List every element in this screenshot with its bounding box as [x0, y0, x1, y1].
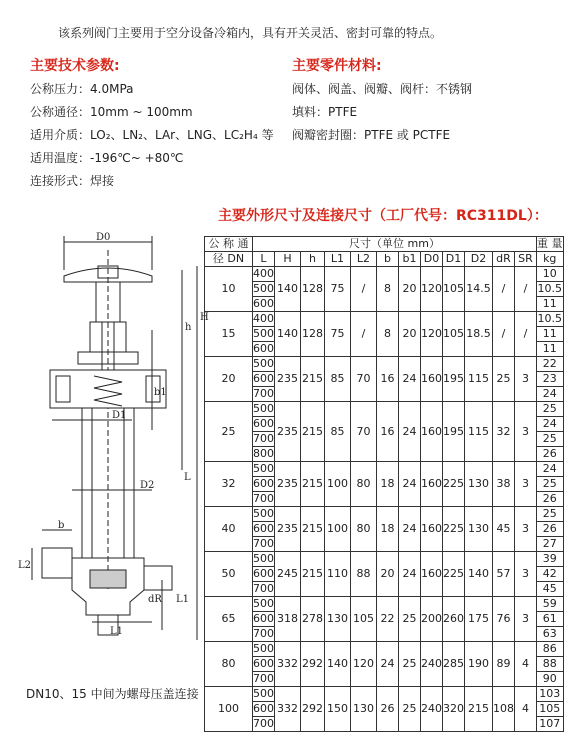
cell-d1: 105 — [443, 312, 465, 357]
cell-d1: 195 — [443, 357, 465, 402]
table-row — [205, 357, 564, 372]
cell-b1: 24 — [399, 507, 421, 552]
param-connection: 连接形式：焊接 — [30, 174, 115, 188]
cell-l2: 80 — [351, 462, 377, 507]
cell-l1: 85 — [325, 357, 351, 402]
cell-kg: 26 — [537, 447, 564, 462]
material-packing: 填料：PTFE — [292, 105, 358, 119]
cell-d1: 225 — [443, 552, 465, 597]
table-title: 主要外形尺寸及连接尺寸（工厂代号：RC311DL）： — [218, 208, 548, 224]
cell-dr: / — [493, 312, 515, 357]
param-medium: 适用介质：LO₂、LN₂、LAr、LNG、LC₂H₄ 等 — [30, 128, 274, 142]
table-row — [205, 687, 564, 702]
cell-kg: 25 — [537, 477, 564, 492]
label-H: H — [200, 312, 209, 323]
cell-kg: 10 — [537, 267, 564, 282]
cell-dn: 10 — [205, 267, 253, 312]
cell-b: 24 — [377, 642, 399, 687]
cell-d1: 320 — [443, 687, 465, 732]
cell-d2: 140 — [465, 552, 493, 597]
param-diameter: 公称通径：10mm ~ 100mm — [30, 105, 193, 119]
label-L1: L1 — [110, 626, 124, 637]
cell-d1: 225 — [443, 507, 465, 552]
cell-h: 278 — [301, 597, 325, 642]
material-seal: 阀瓣密封圈：PTFE 或 PCTFE — [292, 128, 451, 142]
cell-dr: 57 — [493, 552, 515, 597]
cell-l2: 130 — [351, 687, 377, 732]
cell-b1: 25 — [399, 687, 421, 732]
cell-l1: 130 — [325, 597, 351, 642]
header-weight: 重 量 — [537, 237, 563, 250]
cell-d1: 225 — [443, 462, 465, 507]
column-header-kg: kg — [537, 252, 564, 267]
cell-l: 700 — [253, 387, 274, 400]
cell-l: 400 — [253, 267, 274, 280]
cell-d0: 160 — [421, 357, 443, 402]
cell-l: 700 — [253, 672, 274, 685]
cell-b1: 24 — [399, 552, 421, 597]
cell-l2: 70 — [351, 357, 377, 402]
cell-kg: 24 — [537, 417, 564, 432]
label-D1: D1 — [112, 410, 127, 421]
header-dn-2: 径 DN — [205, 252, 253, 267]
header-dn: 公 称 通 — [205, 237, 253, 252]
intro-text: 该系列阀门主要用于空分设备冷箱内，具有开关灵活、密封可靠的特点。 — [58, 26, 443, 40]
cell-h: 292 — [301, 642, 325, 687]
cell-kg: 103 — [537, 687, 564, 702]
cell-l: 500 — [253, 642, 274, 655]
param-pressure: 公称压力：4.0MPa — [30, 82, 134, 96]
dimension-table — [204, 236, 564, 732]
cell-l2: 80 — [351, 507, 377, 552]
cell-l: 700 — [253, 627, 274, 640]
cell-b1: 24 — [399, 462, 421, 507]
label-L2: L2 — [18, 560, 32, 571]
cell-sr: 3 — [515, 552, 537, 597]
cell-dn: 80 — [205, 642, 253, 687]
cell-d1: 195 — [443, 402, 465, 462]
cell-l1: 140 — [325, 642, 351, 687]
cell-h: 235 — [275, 462, 301, 507]
cell-h: 215 — [301, 357, 325, 402]
cell-l: 600 — [253, 417, 274, 430]
cell-l: 700 — [253, 717, 274, 730]
cell-h: 318 — [275, 597, 301, 642]
cell-kg: 11 — [537, 327, 564, 342]
cell-h: 332 — [275, 687, 301, 732]
table-header-row-1 — [205, 237, 564, 252]
cell-h: 140 — [275, 312, 301, 357]
cell-dr: 38 — [493, 462, 515, 507]
cell-dn: 40 — [205, 507, 253, 552]
cell-l: 800 — [253, 447, 274, 460]
cell-l: 600 — [253, 342, 274, 355]
cell-dr: 32 — [493, 402, 515, 462]
label-dR: dR — [148, 594, 162, 605]
cell-sr: 3 — [515, 462, 537, 507]
cell-kg: 105 — [537, 702, 564, 717]
column-header-h: h — [301, 252, 325, 267]
cell-l1: 100 — [325, 462, 351, 507]
cell-l2: / — [351, 267, 377, 312]
param-temperature: 适用温度：-196℃~ +80℃ — [30, 151, 184, 165]
cell-l: 500 — [253, 597, 274, 610]
table-row — [205, 597, 564, 612]
cell-d2: 18.5 — [465, 312, 493, 357]
label-b: b — [58, 520, 65, 531]
cell-kg: 24 — [537, 462, 564, 477]
cell-l: 600 — [253, 702, 274, 715]
column-header-b1: b1 — [399, 252, 421, 267]
cell-b1: 25 — [399, 642, 421, 687]
cell-kg: 42 — [537, 567, 564, 582]
column-header-l1: L1 — [325, 252, 351, 267]
header-size: 尺寸（单位 mm） — [253, 237, 537, 252]
cell-b: 22 — [377, 597, 399, 642]
cell-h: 235 — [275, 357, 301, 402]
cell-b: 16 — [377, 402, 399, 462]
cell-l2: 70 — [351, 402, 377, 462]
cell-d1: 260 — [443, 597, 465, 642]
cell-l1: 100 — [325, 507, 351, 552]
column-header-l: L — [253, 252, 275, 267]
cell-h: 245 — [275, 552, 301, 597]
cell-d0: 160 — [421, 552, 443, 597]
cell-kg: 22 — [537, 357, 564, 372]
cell-d0: 240 — [421, 687, 443, 732]
cell-l2: 88 — [351, 552, 377, 597]
material-body: 阀体、阀盖、阀瓣、阀杆：不锈钢 — [292, 82, 473, 96]
cell-kg: 63 — [537, 627, 564, 642]
valve-drawing — [12, 230, 209, 650]
cell-l1: 110 — [325, 552, 351, 597]
cell-l: 400 — [253, 312, 274, 325]
cell-l1: 75 — [325, 312, 351, 357]
cell-kg: 61 — [537, 612, 564, 627]
table-row — [205, 267, 564, 282]
cell-d1: 105 — [443, 267, 465, 312]
cell-l1: 75 — [325, 267, 351, 312]
cell-l: 600 — [253, 522, 274, 535]
cell-b: 26 — [377, 687, 399, 732]
cell-dr: 76 — [493, 597, 515, 642]
cell-b: 18 — [377, 507, 399, 552]
cell-sr: 3 — [515, 597, 537, 642]
cell-kg: 11 — [537, 342, 564, 357]
cell-l: 500 — [253, 357, 274, 370]
cell-kg: 26 — [537, 492, 564, 507]
cell-l: 500 — [253, 282, 274, 295]
cell-sr: 4 — [515, 687, 537, 732]
label-D0: D0 — [96, 232, 111, 243]
column-header-h: H — [275, 252, 301, 267]
cell-d1: 285 — [443, 642, 465, 687]
label-b1: b1 — [154, 387, 167, 398]
cell-b: 20 — [377, 552, 399, 597]
table-row — [205, 312, 564, 327]
cell-dr: / — [493, 267, 515, 312]
cell-kg: 23 — [537, 372, 564, 387]
cell-l: 500 — [253, 462, 274, 475]
cell-d0: 200 — [421, 597, 443, 642]
cell-l: 600 — [253, 297, 274, 310]
cell-b1: 20 — [399, 312, 421, 357]
cell-h: 332 — [275, 642, 301, 687]
table-row — [205, 462, 564, 477]
cell-sr: / — [515, 267, 537, 312]
table-row — [205, 507, 564, 522]
cell-d2: 14.5 — [465, 267, 493, 312]
cell-h: 215 — [301, 402, 325, 462]
cell-kg: 24 — [537, 387, 564, 402]
cell-l: 600 — [253, 657, 274, 670]
cell-d0: 160 — [421, 507, 443, 552]
cell-h: 128 — [301, 267, 325, 312]
cell-sr: / — [515, 312, 537, 357]
cell-kg: 90 — [537, 672, 564, 687]
cell-l: 600 — [253, 612, 274, 625]
cell-l: 700 — [253, 582, 274, 595]
cell-b1: 25 — [399, 597, 421, 642]
cell-dr: 89 — [493, 642, 515, 687]
cell-b: 8 — [377, 267, 399, 312]
column-header-dr: dR — [493, 252, 515, 267]
cell-l: 500 — [253, 507, 274, 520]
cell-kg: 10.5 — [537, 282, 562, 295]
label-L1-side: L1 — [176, 594, 190, 605]
cell-dr: 25 — [493, 357, 515, 402]
tech-params-title: 主要技术参数: — [30, 58, 120, 74]
cell-h: 235 — [275, 507, 301, 552]
cell-dr: 108 — [493, 687, 515, 732]
cell-h: 215 — [301, 507, 325, 552]
cell-sr: 3 — [515, 357, 537, 402]
label-L: L — [184, 472, 191, 483]
cell-h: 215 — [301, 552, 325, 597]
cell-l: 500 — [253, 552, 274, 565]
column-header-l2: L2 — [351, 252, 377, 267]
cell-kg: 25 — [537, 402, 564, 417]
cell-dr: 45 — [493, 507, 515, 552]
cell-d0: 160 — [421, 402, 443, 462]
cell-kg: 107 — [537, 717, 564, 732]
cell-b: 16 — [377, 357, 399, 402]
cell-dn: 15 — [205, 312, 253, 357]
cell-sr: 4 — [515, 642, 537, 687]
cell-kg: 25 — [537, 432, 564, 447]
cell-d2: 175 — [465, 597, 493, 642]
cell-l: 500 — [253, 402, 274, 415]
cell-dn: 20 — [205, 357, 253, 402]
cell-d2: 130 — [465, 462, 493, 507]
cell-l: 700 — [253, 537, 274, 550]
cell-sr: 3 — [515, 507, 537, 552]
cell-h: 140 — [275, 267, 301, 312]
cell-kg: 11 — [537, 297, 564, 312]
table-row — [205, 402, 564, 417]
cell-d0: 160 — [421, 462, 443, 507]
label-D2: D2 — [140, 480, 155, 491]
cell-d2: 190 — [465, 642, 493, 687]
cell-d2: 130 — [465, 507, 493, 552]
cell-b: 18 — [377, 462, 399, 507]
label-h: h — [185, 322, 192, 333]
column-header-d0: D0 — [421, 252, 443, 267]
cell-dn: 50 — [205, 552, 253, 597]
cell-l: 500 — [253, 687, 274, 700]
cell-b1: 24 — [399, 402, 421, 462]
cell-kg: 39 — [537, 552, 564, 567]
cell-dn: 100 — [205, 687, 253, 732]
cell-h: 235 — [275, 402, 301, 462]
table-header-row-2 — [205, 252, 564, 267]
cell-d0: 240 — [421, 642, 443, 687]
cell-kg: 10.5 — [537, 312, 562, 325]
table-row — [205, 552, 564, 567]
cell-l: 600 — [253, 477, 274, 490]
cell-l: 600 — [253, 567, 274, 580]
cell-h: 215 — [301, 462, 325, 507]
cell-d0: 120 — [421, 267, 443, 312]
column-header-b: b — [377, 252, 399, 267]
cell-d2: 215 — [465, 687, 493, 732]
cell-dn: 32 — [205, 462, 253, 507]
cell-kg: 26 — [537, 522, 564, 537]
cell-l: 600 — [253, 372, 274, 385]
cell-b1: 20 — [399, 267, 421, 312]
cell-dn: 25 — [205, 402, 253, 462]
note-text: DN10、15 中间为螺母压盖连接 — [26, 687, 199, 701]
cell-l2: / — [351, 312, 377, 357]
cell-l1: 85 — [325, 402, 351, 462]
cell-kg: 59 — [537, 597, 564, 612]
cell-d0: 120 — [421, 312, 443, 357]
cell-l: 700 — [253, 492, 274, 505]
cell-kg: 86 — [537, 642, 564, 657]
cell-l: 700 — [253, 432, 274, 445]
cell-kg: 27 — [537, 537, 564, 552]
cell-h: 128 — [301, 312, 325, 357]
cell-l2: 120 — [351, 642, 377, 687]
column-header-d2: D2 — [465, 252, 493, 267]
cell-b1: 24 — [399, 357, 421, 402]
cell-d2: 115 — [465, 402, 493, 462]
cell-kg: 45 — [537, 582, 564, 597]
cell-l: 500 — [253, 327, 274, 340]
column-header-sr: SR — [515, 252, 537, 267]
table-row — [205, 642, 564, 657]
cell-dn: 65 — [205, 597, 253, 642]
cell-b: 8 — [377, 312, 399, 357]
cell-h: 292 — [301, 687, 325, 732]
cell-l1: 150 — [325, 687, 351, 732]
cell-l2: 105 — [351, 597, 377, 642]
materials-title: 主要零件材料: — [292, 58, 382, 74]
cell-sr: 3 — [515, 402, 537, 462]
cell-d2: 115 — [465, 357, 493, 402]
column-header-d1: D1 — [443, 252, 465, 267]
cell-kg: 25 — [537, 507, 564, 522]
cell-kg: 88 — [537, 657, 564, 672]
